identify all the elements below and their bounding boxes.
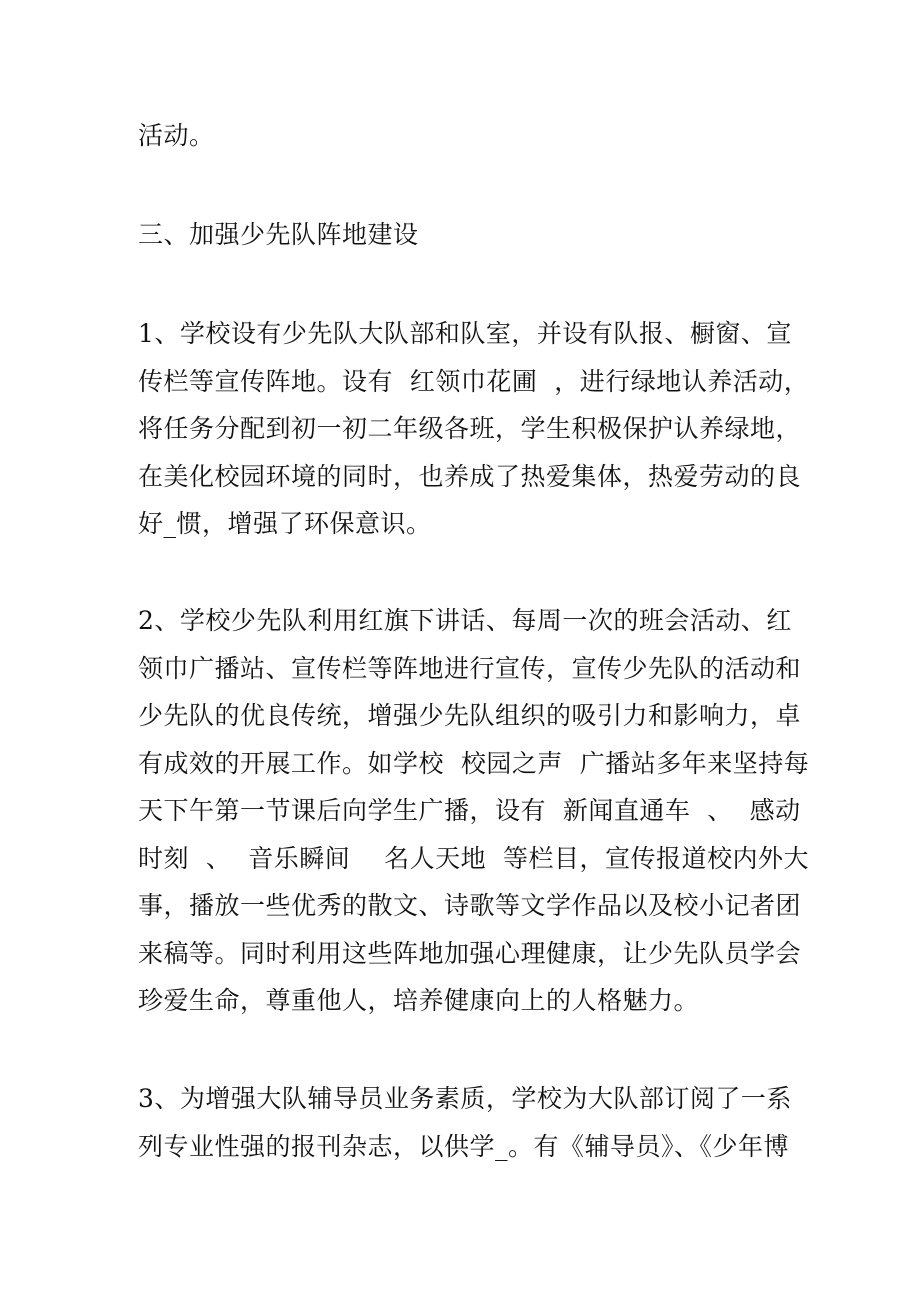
paragraph-1 — [138, 310, 810, 548]
paragraph-continuation — [138, 112, 788, 160]
text-line: 3、为增强大队辅导员业务素质，学校为大队部订阅了一系 — [138, 1084, 792, 1113]
heading-text: 三、加强少先队阵地建设 — [138, 220, 419, 249]
text-line: 在美化校园环境的同时，也养成了热爱集体，热爱劳动的良 — [138, 461, 802, 491]
text-line: 2、学校少先队利用红旗下讲话、每周一次的班会活动、红 — [138, 606, 792, 635]
text-line: 事，播放一些优秀的散文、诗歌等文学作品以及校小记者团 — [138, 891, 802, 920]
text-line: 活动。 — [138, 121, 215, 150]
text-line: 珍爱生命，尊重他人，培养健康向上的人格魅力。 — [138, 986, 700, 1015]
text-line: 少先队的优良传统，增强少先队组织的吸引力和影响力，卓 — [138, 701, 802, 730]
text-line: 将任务分配到初一初二年级各班，学生积极保护认养绿地， — [138, 414, 802, 443]
text-line: 来稿等。同时利用这些阵地加强心理健康，让少先队员学会 — [138, 938, 802, 968]
section-heading — [138, 211, 788, 259]
text-line: 天下午第一节课后向学生广播，设有 新闻直通车 、 感动 — [138, 796, 801, 825]
text-line: 有成效的开展工作。如学校 校园之声 广播站多年来坚持每 — [138, 748, 810, 778]
text-line: 好_惯，增强了环保意识。 — [138, 509, 432, 538]
paragraph-3 — [138, 1075, 792, 1170]
text-line: 时刻 、 音乐瞬间 名人天地 等栏目，宣传报道校内外大 — [138, 843, 809, 873]
text-line: 列专业性强的报刊杂志，以供学_。有《辅导员》、《少年博 — [138, 1131, 790, 1161]
text-line: 传栏等宣传阵地。设有 红领巾花圃 ，进行绿地认养活动， — [138, 366, 810, 396]
text-line: 1、学校设有少先队大队部和队室，并设有队报、橱窗、宣 — [138, 319, 792, 348]
text-line: 领巾广播站、宣传栏等阵地进行宣传，宣传少先队的活动和 — [138, 653, 802, 683]
paragraph-2 — [138, 597, 810, 1025]
